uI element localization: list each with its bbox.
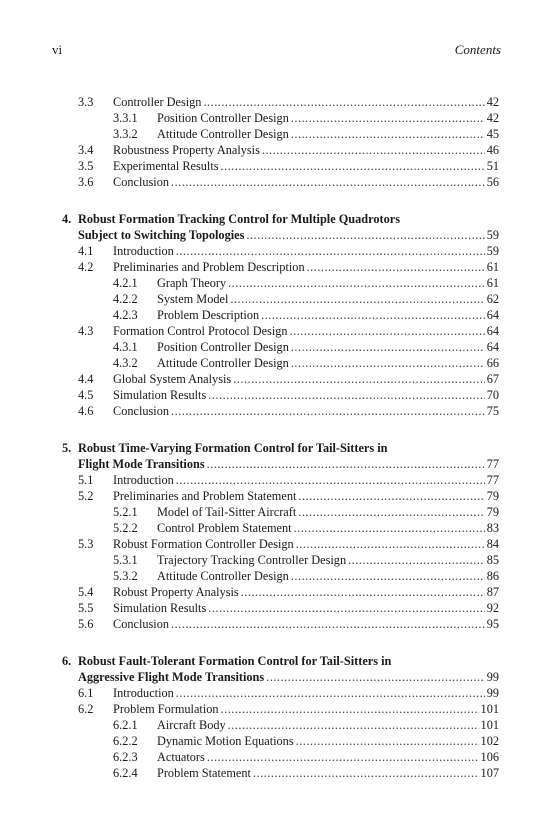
toc-subsection-entry[interactable] [0,339,556,355]
toc-section-entry[interactable] [0,685,556,701]
dot-leader [176,243,485,259]
dot-leader [207,456,485,472]
entry-page-number: 64 [486,340,499,354]
toc-subsection-entry[interactable] [0,552,556,568]
entry-number: 4.5 [78,388,94,402]
entry-number: 3.3.1 [113,111,138,125]
entry-page-number: 84 [486,537,499,551]
entry-page-number: 79 [486,505,499,519]
entry-title: Aircraft Body [157,718,226,732]
entry-number: 3.5 [78,159,94,173]
entry-page-number: 77 [486,473,499,487]
entry-page-number: 59 [486,244,499,258]
entry-title: Position Controller Design [157,340,289,354]
entry-page-number: 77 [486,457,499,471]
toc-section-entry[interactable] [0,584,556,600]
dot-leader [296,536,485,552]
entry-number: 4.3 [78,324,94,338]
running-header [52,42,501,60]
entry-page-number: 42 [486,111,499,125]
toc-subsection-entry[interactable] [0,504,556,520]
entry-page-number: 107 [480,766,499,780]
entry-page-number: 99 [486,686,499,700]
chapter-gap [0,419,556,440]
toc-subsection-entry[interactable] [0,717,556,733]
entry-page-number: 67 [486,372,499,386]
dot-leader [208,600,484,616]
dot-leader [171,403,485,419]
entry-title: Subject to Switching Topologies [78,228,245,242]
entry-page-number: 62 [486,292,499,306]
dot-leader [233,371,485,387]
entry-title: Experimental Results [113,159,219,173]
entry-title: Trajectory Tracking Controller Design [157,553,347,567]
entry-title: Formation Control Protocol Design [113,324,288,338]
entry-title: Introduction [113,686,174,700]
entry-number: 5.3.2 [113,569,138,583]
entry-title: Simulation Results [113,388,207,402]
entry-number: 6.2.4 [113,766,138,780]
toc-chapter-entry[interactable] [0,440,556,456]
dot-leader [291,355,485,371]
toc-subsection-entry[interactable] [0,307,556,323]
dot-leader [348,552,485,568]
toc-subsection-entry[interactable] [0,765,556,781]
entry-number: 4.3.1 [113,340,138,354]
dot-leader [298,488,484,504]
entry-number: 5.3.1 [113,553,138,567]
entry-title: Position Controller Design [157,111,289,125]
dot-leader [176,685,485,701]
entry-page-number: 102 [480,734,499,748]
entry-number: 3.3 [78,95,94,109]
chapter-gap [0,190,556,211]
dot-leader [208,387,484,403]
entry-title: Controller Design [113,95,202,109]
dot-leader [171,616,485,632]
entry-title: Simulation Results [113,601,207,615]
entry-number: 5.5 [78,601,94,615]
dot-leader [203,94,484,110]
entry-page-number: 87 [486,585,499,599]
entry-title: Robust Formation Tracking Control for Multiple Quadrotors [78,212,401,226]
toc-section-entry[interactable] [0,158,556,174]
page-number: vi [52,42,63,57]
entry-title: Robust Formation Controller Design [113,537,294,551]
entry-number: 4.2.1 [113,276,138,290]
toc-section-entry[interactable] [0,600,556,616]
entry-title: Problem Statement [157,766,251,780]
entry-number: 5.4 [78,585,94,599]
entry-title: Conclusion [113,175,170,189]
entry-page-number: 92 [486,601,499,615]
entry-title: Global System Analysis [113,372,232,386]
dot-leader [291,339,485,355]
entry-page-number: 56 [486,175,499,189]
entry-title: Preliminaries and Problem Statement [113,489,297,503]
entry-title: Graph Theory [157,276,227,290]
entry-title: Introduction [113,244,174,258]
dot-leader [261,307,485,323]
dot-leader [262,142,485,158]
entry-title: Dynamic Motion Equations [157,734,294,748]
toc-subsection-entry[interactable] [0,520,556,536]
toc-subsection-entry[interactable] [0,568,556,584]
entry-number: 5.2.1 [113,505,138,519]
entry-page-number: 66 [486,356,499,370]
entry-title: Robust Property Analysis [113,585,239,599]
toc-section-entry[interactable] [0,323,556,339]
entry-number: 3.3.2 [113,127,138,141]
dot-leader [291,110,485,126]
dot-leader [221,701,479,717]
entry-title: Attitude Controller Design [157,356,289,370]
toc-section-entry[interactable] [0,616,556,632]
entry-number: 4.1 [78,244,94,258]
dot-leader [176,472,485,488]
entry-page-number: 86 [486,569,499,583]
entry-title: Robust Fault-Tolerant Formation Control for Tail-Sitters in [78,654,392,668]
dot-leader [241,584,485,600]
entry-title: Attitude Controller Design [157,569,289,583]
entry-title: Robust Time-Varying Formation Control for Tail-Sitters in [78,441,388,455]
entry-number: 4.6 [78,404,94,418]
entry-page-number: 64 [486,308,499,322]
toc-section-entry[interactable] [0,371,556,387]
entry-number: 5.1 [78,473,94,487]
dot-leader [298,504,484,520]
toc-chapter-entry[interactable] [0,653,556,669]
toc-subsection-entry[interactable] [0,733,556,749]
entry-title: Conclusion [113,404,170,418]
dot-leader [291,126,485,142]
entry-page-number: 61 [486,260,499,274]
entry-number: 4. [62,212,72,226]
entry-title: Problem Description [157,308,260,322]
entry-number: 6. [62,654,72,668]
entry-page-number: 46 [486,143,499,157]
toc-section-entry[interactable] [0,94,556,110]
entry-number: 4.4 [78,372,94,386]
entry-number: 3.6 [78,175,94,189]
entry-number: 4.2 [78,260,94,274]
entry-page-number: 75 [486,404,499,418]
table-of-contents [0,94,556,781]
entry-title: Problem Formulation [113,702,219,716]
toc-section-entry[interactable] [0,259,556,275]
entry-number: 4.3.2 [113,356,138,370]
dot-leader [228,275,485,291]
entry-number: 5. [62,441,72,455]
dot-leader [207,749,479,765]
entry-title: Conclusion [113,617,170,631]
toc-section-entry[interactable] [0,243,556,259]
toc-subsection-entry[interactable] [0,126,556,142]
entry-page-number: 101 [480,718,499,732]
entry-title: Robustness Property Analysis [113,143,260,157]
dot-leader [230,291,484,307]
entry-page-number: 51 [486,159,499,173]
toc-section-entry[interactable] [0,536,556,552]
dot-leader [228,717,479,733]
chapter-gap [0,632,556,653]
entry-page-number: 70 [486,388,499,402]
entry-number: 4.2.3 [113,308,138,322]
entry-number: 6.2 [78,702,94,716]
toc-section-entry[interactable] [0,403,556,419]
entry-number: 5.2.2 [113,521,138,535]
entry-page-number: 101 [480,702,499,716]
dot-leader [221,158,485,174]
entry-page-number: 45 [486,127,499,141]
toc-subsection-entry[interactable] [0,291,556,307]
entry-title: Preliminaries and Problem Description [113,260,305,274]
entry-page-number: 83 [486,521,499,535]
toc-chapter-entry[interactable] [0,211,556,227]
entry-page-number: 61 [486,276,499,290]
dot-leader [307,259,485,275]
entry-title: Attitude Controller Design [157,127,289,141]
toc-subsection-entry[interactable] [0,355,556,371]
entry-page-number: 64 [486,324,499,338]
dot-leader [296,733,479,749]
toc-section-entry[interactable] [0,142,556,158]
entry-title: Flight Mode Transitions [78,457,205,471]
toc-section-entry[interactable] [0,174,556,190]
toc-subsection-entry[interactable] [0,110,556,126]
entry-number: 5.6 [78,617,94,631]
toc-chapter-entry[interactable] [0,227,556,243]
entry-number: 6.2.3 [113,750,138,764]
toc-chapter-entry[interactable] [0,456,556,472]
dot-leader [171,174,485,190]
entry-number: 3.4 [78,143,94,157]
entry-title: Aggressive Flight Mode Transitions [78,670,265,684]
entry-page-number: 59 [486,228,499,242]
entry-number: 5.2 [78,489,94,503]
dot-leader [294,520,485,536]
toc-chapter-entry[interactable] [0,669,556,685]
entry-page-number: 95 [486,617,499,631]
entry-number: 6.2.2 [113,734,138,748]
dot-leader [253,765,479,781]
entry-title: Control Problem Statement [157,521,292,535]
entry-number: 5.3 [78,537,94,551]
toc-section-entry[interactable] [0,472,556,488]
entry-page-number: 79 [486,489,499,503]
dot-leader [290,323,485,339]
dot-leader [246,227,484,243]
entry-number: 6.1 [78,686,94,700]
entry-page-number: 99 [486,670,499,684]
toc-section-entry[interactable] [0,387,556,403]
running-title: Contents [454,42,501,57]
toc-section-entry[interactable] [0,701,556,717]
toc-subsection-entry[interactable] [0,275,556,291]
toc-subsection-entry[interactable] [0,749,556,765]
entry-title: System Model [157,292,229,306]
entry-title: Model of Tail-Sitter Aircraft [157,505,297,519]
entry-page-number: 106 [480,750,499,764]
entry-page-number: 85 [486,553,499,567]
dot-leader [291,568,485,584]
entry-title: Introduction [113,473,174,487]
entry-title: Actuators [157,750,205,764]
toc-section-entry[interactable] [0,488,556,504]
entry-page-number: 42 [486,95,499,109]
entry-number: 4.2.2 [113,292,138,306]
dot-leader [266,669,485,685]
entry-number: 6.2.1 [113,718,138,732]
